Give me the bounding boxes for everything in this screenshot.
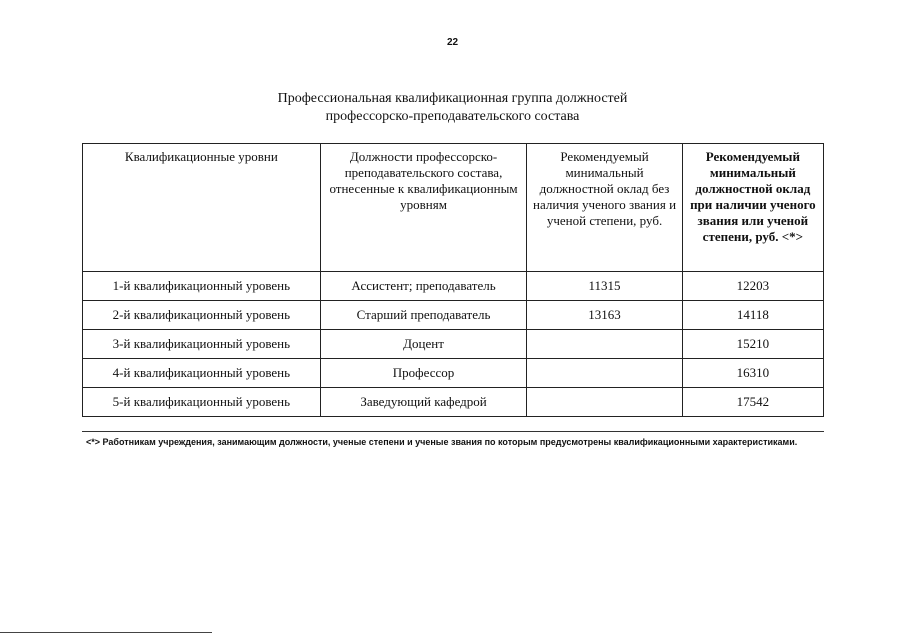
title-line-1: Профессиональная квалификационная группа должностей — [277, 91, 628, 106]
cell-level: 3-й квалификационный уровень — [83, 330, 321, 359]
cell-position: Заведующий кафедрой — [320, 388, 527, 417]
page-number: 22 — [446, 37, 459, 48]
cell-level: 2-й квалификационный уровень — [83, 301, 321, 330]
cell-salary-without: 13163 — [527, 301, 682, 330]
cell-salary-with: 12203 — [682, 272, 823, 301]
table-row — [83, 272, 824, 301]
table-row — [83, 359, 824, 388]
cell-salary-without: 11315 — [527, 272, 682, 301]
header-levels: Квалификационные уровни — [83, 144, 321, 272]
cell-salary-with: 17542 — [682, 388, 823, 417]
cell-salary-without — [527, 330, 682, 359]
cell-position: Доцент — [320, 330, 527, 359]
cell-position: Старший преподаватель — [320, 301, 527, 330]
footnote: <*> Работникам учреждения, занимающим должности, ученые степени и ученые звания по которым предусмотрены квалификационными характеристиками. — [86, 437, 798, 447]
cell-salary-with: 16310 — [682, 359, 823, 388]
header-salary-without-degree: Рекомендуемый минимальный должностной оклад без наличия ученого звания и ученой степени, руб. — [527, 144, 682, 272]
table-row — [83, 388, 824, 417]
cell-position: Профессор — [320, 359, 527, 388]
cell-level: 4-й квалификационный уровень — [83, 359, 321, 388]
table-header-row — [83, 144, 824, 272]
qualification-table — [82, 143, 824, 417]
cell-salary-without — [527, 388, 682, 417]
table-row — [83, 301, 824, 330]
title-line-2: профессорско-преподавательского состава — [325, 109, 580, 124]
footnote-divider — [82, 431, 824, 432]
cell-salary-without — [527, 359, 682, 388]
cell-position: Ассистент; преподаватель — [320, 272, 527, 301]
header-positions: Должности профессорско-преподавательского состава, отнесенные к квалификационным уровням — [320, 144, 527, 272]
table-row — [83, 330, 824, 359]
cell-level: 5-й квалификационный уровень — [83, 388, 321, 417]
cell-salary-with: 15210 — [682, 330, 823, 359]
header-salary-with-degree: Рекомендуемый минимальный должностной оклад при наличии ученого звания или ученой степени, руб. <*> — [682, 144, 823, 272]
cell-level: 1-й квалификационный уровень — [83, 272, 321, 301]
page-bottom-rule — [0, 632, 212, 633]
document-title — [0, 90, 905, 126]
cell-salary-with: 14118 — [682, 301, 823, 330]
